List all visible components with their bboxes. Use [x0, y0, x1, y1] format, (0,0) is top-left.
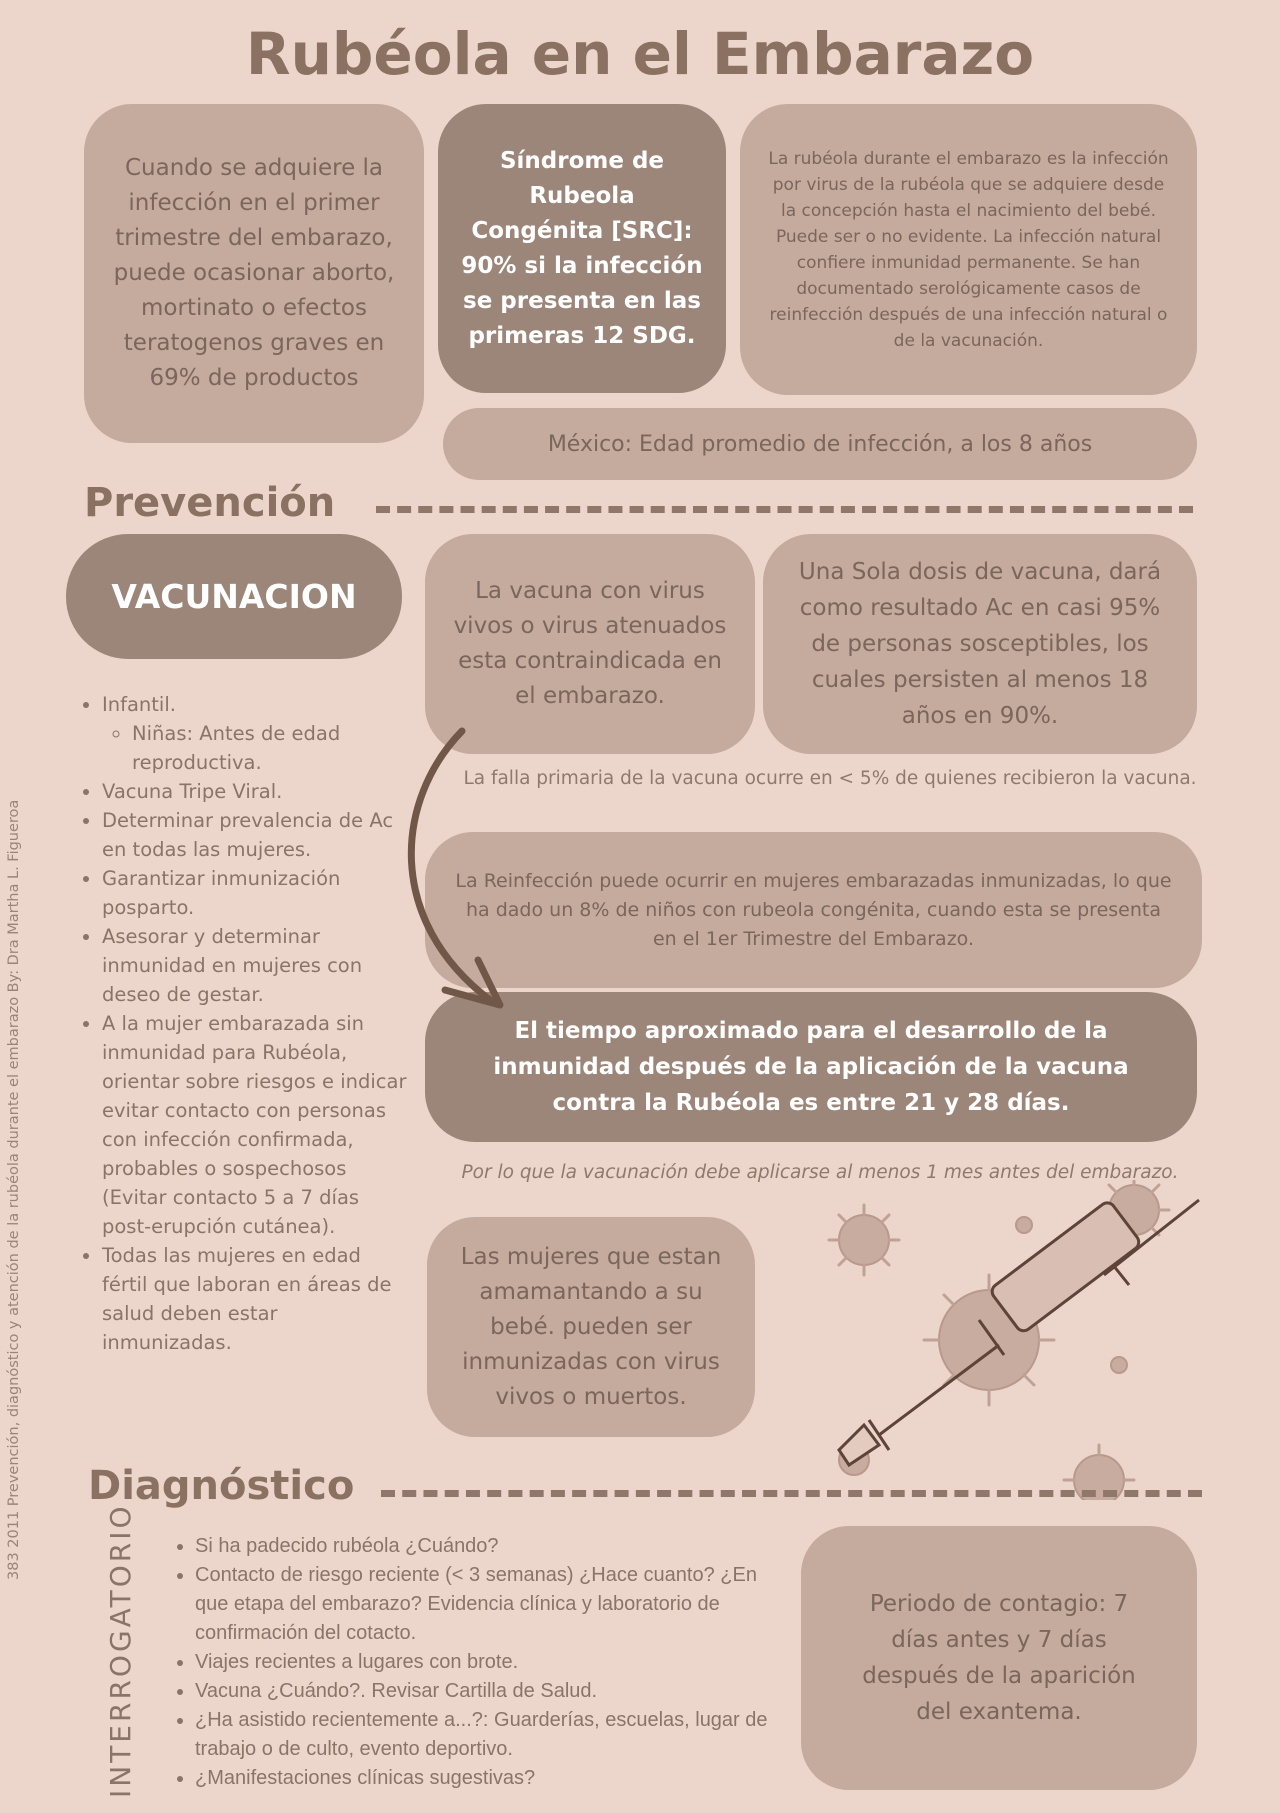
list-item: • Vacuna ¿Cuándo?. Revisar Cartilla de Salud.	[195, 1677, 785, 1706]
list-item: • A la mujer embarazada sin inmunidad para Rubéola, orientar sobre riesgos e indicar evitar contacto con personas con infección confirmada, probables o sospechosos (Evitar contacto 5 a 7 días post-erupción cutánea).	[102, 1009, 407, 1241]
breastfeeding-text: Las mujeres que estan amamantando a su bebé. pueden ser inmunizadas con virus vivos o muertos.	[460, 1243, 722, 1410]
syringe-virus-illustration	[809, 1180, 1209, 1500]
list-item: ◦ Niñas: Antes de edad reproductiva.	[132, 719, 407, 777]
diagnosis-list	[165, 1532, 785, 1793]
immunity-time-text: El tiempo aproximado para el desarrollo de la inmunidad después de la aplicación de la vacuna contra la Rubéola es entre 21 y 28 días.	[493, 1018, 1129, 1116]
page-title: Rubéola en el Embarazo	[245, 20, 1035, 88]
single-dose-text: Una Sola dosis de vacuna, dará como resultado Ac en casi 95% de personas sosceptibles, los cuales persisten al menos 18 años en 90%.	[798, 559, 1162, 729]
list-item: • Viajes recientes a lugares con brote.	[195, 1648, 785, 1677]
contagion-box	[801, 1526, 1197, 1790]
list-item: • Infantil. ◦ Niñas: Antes de edad reproductiva.	[102, 690, 407, 777]
list-item: • Contacto de riesgo reciente (< 3 semanas) ¿Hace cuanto? ¿En que etapa del embarazo? Evidencia clínica y laboratorio de confirmación del cotacto.	[195, 1561, 785, 1648]
primary-failure-text: La falla primaria de la vacuna ocurre en < 5% de quienes recibieron la vacuna.	[463, 768, 1197, 789]
vaccination-label: VACUNACION	[111, 577, 357, 616]
reinfection-text: La Reinfección puede ocurrir en mujeres embarazadas inmunizadas, lo que ha dado un 8% de niños con rubeola congénita, cuando esta se presenta en el 1er Trimestre del Embarazo.	[455, 869, 1172, 950]
side-credit: 383 2011 Prevención, diagnóstico y atención de la rubéola durante el embarazo By: Dra Martha L. Figueroa	[6, 799, 22, 1580]
list-item: • Si ha padecido rubéola ¿Cuándo?	[195, 1532, 785, 1561]
vaccination-timing-note: Por lo que la vacunación debe aplicarse al menos 1 mes antes del embarazo.	[461, 1162, 1179, 1183]
live-vaccine-text: La vacuna con virus vivos o virus atenuados esta contraindicada en el embarazo.	[453, 578, 727, 709]
list-item: • Determinar prevalencia de Ac en todas las mujeres.	[102, 806, 407, 864]
list-item: • Vacuna Tripe Viral.	[102, 777, 407, 806]
interrogatorio-label: INTERROGATORIO	[104, 1503, 137, 1798]
list-item: • ¿Ha asistido recientemente a...?: Guarderías, escuelas, lugar de trabajo o de culto, evento deportivo.	[195, 1706, 785, 1764]
mexico-text: México: Edad promedio de infección, a los 8 años	[547, 431, 1093, 457]
list-item: • Asesorar y determinar inmunidad en mujeres con deseo de gestar.	[102, 922, 407, 1009]
src-text: Síndrome de Rubeola Congénita [SRC]: 90% si la infección se presenta en las primeras 12 SDG.	[461, 147, 703, 349]
section-divider	[381, 1490, 1202, 1497]
contagion-text: Periodo de contagio: 7 días antes y 7 días después de la aparición del exantema.	[862, 1591, 1136, 1725]
list-item: • ¿Manifestaciones clínicas sugestivas?	[195, 1764, 785, 1793]
prevention-heading: Prevención	[84, 480, 336, 526]
definition-text: La rubéola durante el embarazo es la infección por virus de la rubéola que se adquiere desde la concepción hasta el nacimiento del bebé. Puede ser o no evidente. La infección natural confiere inmunidad permanente. Se han documentado serológicamente casos de reinfección después de una infección natural o de la vacunación.	[768, 148, 1169, 351]
list-item: • Garantizar inmunización posparto.	[102, 864, 407, 922]
diagnosis-heading: Diagnóstico	[88, 1463, 355, 1509]
list-item: • Todas las mujeres en edad fértil que laboran en áreas de salud deben estar inmunizadas.	[102, 1241, 407, 1357]
first-trimester-text: Cuando se adquiere la infección en el primer trimestre del embarazo, puede ocasionar aborto, mortinato o efectos teratogenos graves en 69% de productos	[113, 155, 395, 391]
